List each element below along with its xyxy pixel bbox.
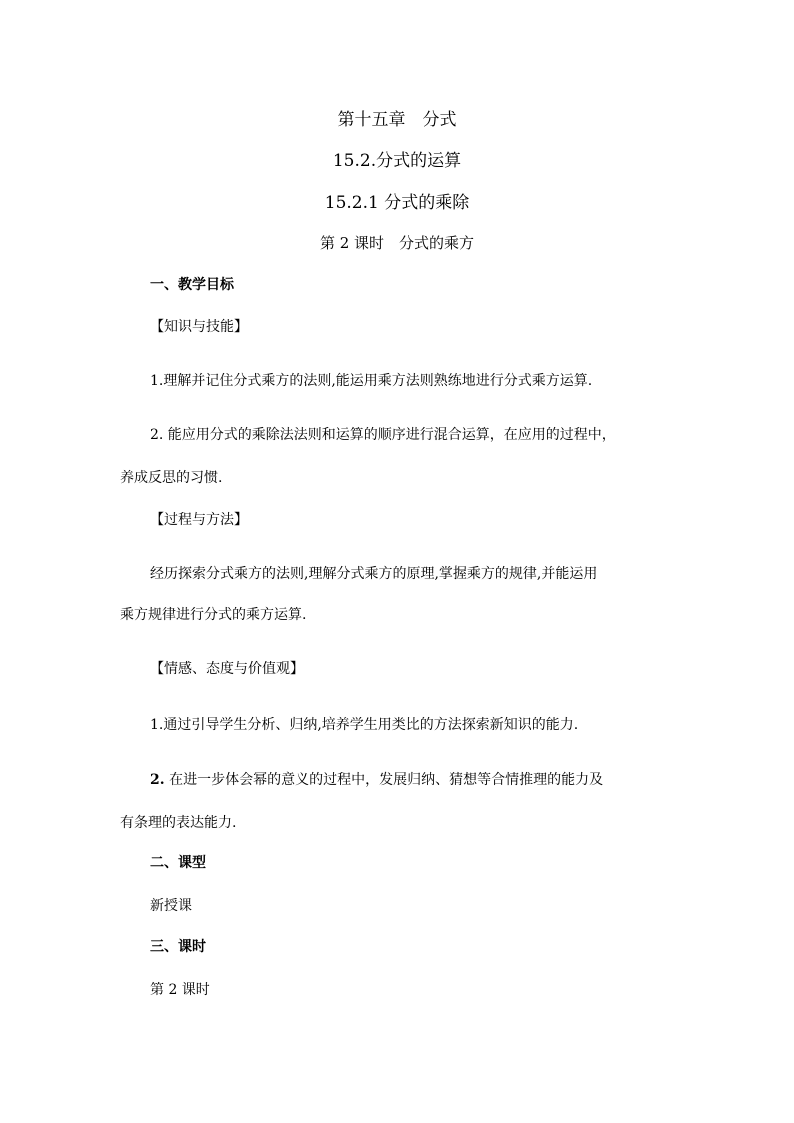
section2-heading: 二、课型	[150, 855, 206, 871]
chapter-title: 第十五章 分式	[337, 110, 457, 130]
emotion-item-2-number: 2.	[150, 772, 165, 788]
section-title: 15.2.分式的运算	[332, 151, 462, 171]
emotion-item-1: 1.通过引导学生分析、归纳,培养学生用类比的方法探索新知识的能力.	[150, 717, 579, 733]
subsection-title: 15.2.1 分式的乘除	[324, 193, 470, 213]
process-line-2: 乘方规律进行分式的乘方运算.	[120, 607, 307, 623]
section3-content: 第 2 课时	[150, 982, 210, 998]
emotion-item-2-line-2: 有条理的表达能力.	[120, 815, 237, 831]
emotion-heading: 【情感、态度与价值观】	[150, 661, 304, 677]
emotion-item-2-line-1	[150, 771, 603, 789]
process-line-1: 经历探索分式乘方的法则,理解分式乘方的原理,掌握乘方的规律,并能运用	[150, 566, 598, 582]
knowledge-item-1: 1.理解并记住分式乘方的法则,能运用乘方法则熟练地进行分式乘方运算.	[150, 373, 593, 389]
section1-heading: 一、教学目标	[150, 277, 234, 293]
knowledge-item-2-line-1: 2. 能应用分式的乘除法法则和运算的顺序进行混合运算，在应用的过程中，	[150, 427, 616, 443]
knowledge-heading: 【知识与技能】	[150, 319, 248, 335]
emotion-item-2-text: 在进一步体会幂的意义的过程中，发展归纳、猜想等合情推理的能力及	[164, 772, 604, 788]
section2-content: 新授课	[150, 898, 192, 914]
section3-heading: 三、课时	[150, 939, 206, 955]
knowledge-item-2-line-2: 养成反思的习惯.	[120, 470, 223, 486]
process-heading: 【过程与方法】	[150, 512, 248, 528]
lesson-title: 第 2 课时 分式的乘方	[319, 234, 475, 252]
